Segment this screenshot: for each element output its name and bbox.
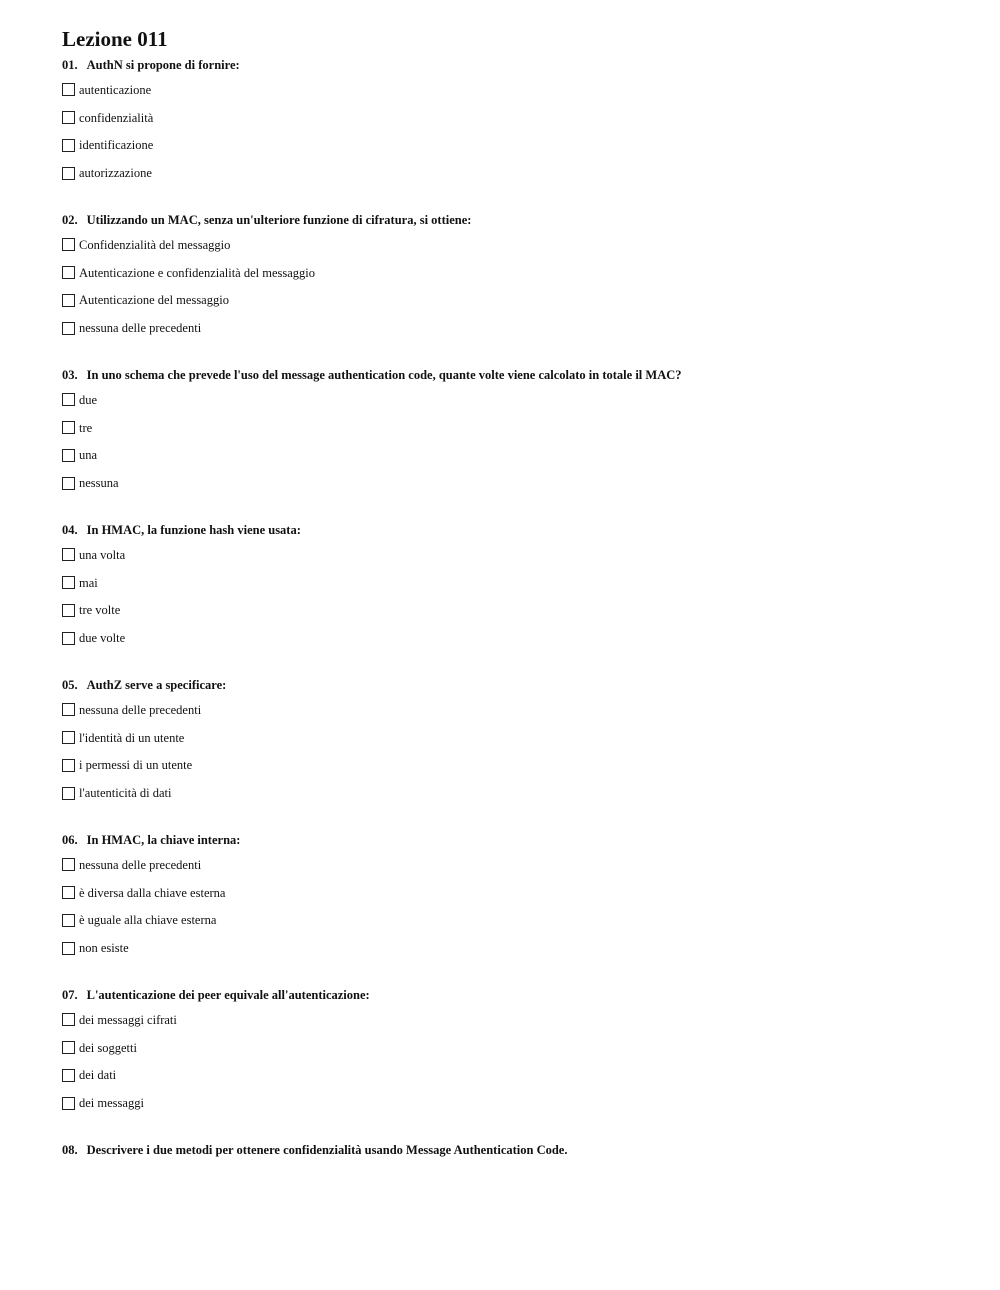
option-label: una — [79, 448, 98, 463]
option-label: confidenzialità — [79, 110, 154, 125]
answer-option[interactable] — [62, 442, 962, 470]
question-heading — [62, 984, 962, 1006]
question-07 — [62, 984, 962, 1135]
answer-option[interactable] — [62, 907, 962, 935]
answer-option[interactable] — [62, 696, 962, 724]
answer-option[interactable] — [62, 469, 962, 497]
question-number: 04. — [62, 523, 78, 537]
checkbox[interactable] — [62, 83, 75, 96]
question-04 — [62, 519, 962, 670]
option-label: è diversa dalla chiave esterna — [79, 885, 226, 900]
question-text: AuthN si propone di fornire: — [86, 58, 240, 72]
option-label: l'identità di un utente — [79, 730, 185, 745]
answer-option[interactable] — [62, 624, 962, 652]
answer-option[interactable] — [62, 597, 962, 625]
option-label: identificazione — [79, 138, 154, 153]
option-label: nessuna — [79, 476, 119, 491]
question-number: 07. — [62, 988, 78, 1002]
checkbox[interactable] — [62, 322, 75, 335]
option-label: autorizzazione — [79, 166, 152, 181]
answer-option[interactable] — [62, 314, 962, 342]
question-text: L'autenticazione dei peer equivale all'autenticazione: — [86, 988, 370, 1002]
option-label: dei messaggi — [79, 1096, 144, 1111]
option-label: non esiste — [79, 941, 129, 956]
answer-option[interactable] — [62, 851, 962, 879]
page-title: Lezione 011 — [62, 27, 168, 51]
checkbox[interactable] — [62, 111, 75, 124]
option-label: i permessi di un utente — [79, 758, 193, 773]
answer-option[interactable] — [62, 752, 962, 780]
option-label: tre volte — [79, 603, 121, 618]
option-label: due — [79, 392, 98, 407]
checkbox[interactable] — [62, 787, 75, 800]
answer-option[interactable] — [62, 259, 962, 287]
option-label: nessuna delle precedenti — [79, 702, 202, 717]
checkbox[interactable] — [62, 914, 75, 927]
checkbox[interactable] — [62, 238, 75, 251]
answer-option[interactable] — [62, 1062, 962, 1090]
option-label: dei messaggi cifrati — [79, 1012, 177, 1027]
option-label: nessuna delle precedenti — [79, 321, 202, 336]
question-text: AuthZ serve a specificare: — [86, 678, 227, 692]
checkbox[interactable] — [62, 858, 75, 871]
checkbox[interactable] — [62, 942, 75, 955]
answer-option[interactable] — [62, 159, 962, 187]
question-03 — [62, 364, 962, 515]
question-text: Descrivere i due metodi per ottenere confidenzialità usando Message Authentication Code. — [86, 1143, 568, 1157]
answer-option[interactable] — [62, 414, 962, 442]
question-06 — [62, 829, 962, 980]
question-heading — [62, 209, 962, 231]
question-heading — [62, 364, 962, 386]
checkbox[interactable] — [62, 139, 75, 152]
checkbox[interactable] — [62, 632, 75, 645]
answer-option[interactable] — [62, 1089, 962, 1117]
quiz-page — [62, 24, 962, 1290]
question-number: 01. — [62, 58, 78, 72]
checkbox[interactable] — [62, 1097, 75, 1110]
checkbox[interactable] — [62, 294, 75, 307]
checkbox[interactable] — [62, 1041, 75, 1054]
checkbox[interactable] — [62, 759, 75, 772]
question-text: Utilizzando un MAC, senza un'ulteriore funzione di cifratura, si ottiene: — [86, 213, 472, 227]
checkbox[interactable] — [62, 886, 75, 899]
option-label: l'autenticità di dati — [79, 786, 172, 801]
question-number: 03. — [62, 368, 78, 382]
question-number: 08. — [62, 1143, 78, 1157]
question-05 — [62, 674, 962, 825]
question-heading — [62, 1139, 962, 1161]
checkbox[interactable] — [62, 703, 75, 716]
answer-option[interactable] — [62, 541, 962, 569]
answer-option[interactable] — [62, 724, 962, 752]
option-label: dei soggetti — [79, 1040, 137, 1055]
question-heading — [62, 519, 962, 541]
option-label: dei dati — [79, 1068, 117, 1083]
option-label: una volta — [79, 547, 126, 562]
answer-option[interactable] — [62, 386, 962, 414]
answer-option[interactable] — [62, 1006, 962, 1034]
question-number: 06. — [62, 833, 78, 847]
checkbox[interactable] — [62, 167, 75, 180]
answer-option[interactable] — [62, 569, 962, 597]
answer-option[interactable] — [62, 104, 962, 132]
question-text: In uno schema che prevede l'uso del message authentication code, quante volte viene calcolato in totale il MAC? — [86, 368, 682, 382]
checkbox[interactable] — [62, 477, 75, 490]
question-heading — [62, 54, 962, 76]
question-number: 02. — [62, 213, 78, 227]
question-heading — [62, 674, 962, 696]
answer-option[interactable] — [62, 76, 962, 104]
option-label: Autenticazione del messaggio — [79, 293, 229, 308]
question-text: In HMAC, la funzione hash viene usata: — [86, 523, 301, 537]
question-text: In HMAC, la chiave interna: — [86, 833, 241, 847]
checkbox[interactable] — [62, 393, 75, 406]
answer-option[interactable] — [62, 879, 962, 907]
option-label: Confidenzialità del messaggio — [79, 237, 231, 252]
checkbox[interactable] — [62, 421, 75, 434]
question-number: 05. — [62, 678, 78, 692]
question-heading — [62, 829, 962, 851]
checkbox[interactable] — [62, 266, 75, 279]
option-label: Autenticazione e confidenzialità del messaggio — [79, 265, 316, 280]
option-label: autenticazione — [79, 82, 152, 97]
answer-option[interactable] — [62, 934, 962, 962]
answer-option[interactable] — [62, 287, 962, 315]
option-label: due volte — [79, 631, 126, 646]
checkbox[interactable] — [62, 449, 75, 462]
checkbox[interactable] — [62, 1013, 75, 1026]
answer-option[interactable] — [62, 231, 962, 259]
answer-option[interactable] — [62, 132, 962, 160]
option-label: tre — [79, 420, 93, 435]
option-label: è uguale alla chiave esterna — [79, 913, 217, 928]
checkbox[interactable] — [62, 576, 75, 589]
question-01 — [62, 54, 962, 205]
checkbox[interactable] — [62, 731, 75, 744]
answer-option[interactable] — [62, 779, 962, 807]
checkbox[interactable] — [62, 548, 75, 561]
option-label: mai — [79, 575, 98, 590]
question-08 — [62, 1139, 962, 1290]
question-02 — [62, 209, 962, 360]
option-label: nessuna delle precedenti — [79, 857, 202, 872]
checkbox[interactable] — [62, 1069, 75, 1082]
checkbox[interactable] — [62, 604, 75, 617]
answer-option[interactable] — [62, 1034, 962, 1062]
